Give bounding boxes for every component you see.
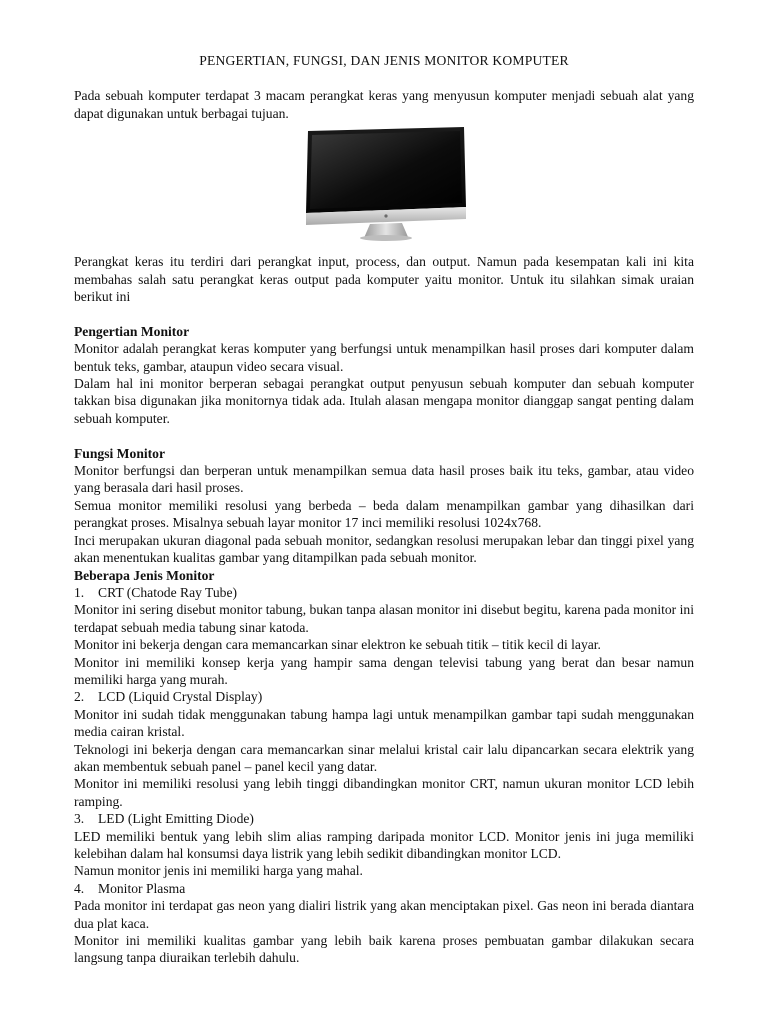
- plasma-paragraph-1: Pada monitor ini terdapat gas neon yang dialiri listrik yang akan menciptakan pixel. Gas neon ini berada diantara dua plat kaca.: [74, 898, 694, 931]
- monitor-illustration-icon: [298, 127, 470, 243]
- list-title: Monitor Plasma: [98, 880, 186, 896]
- pengertian-paragraph-2: Dalam hal ini monitor berperan sebagai perangkat output penyusun sebuah komputer dan sebuah komputer takkan bisa digunakan jika monitornya tidak ada. Itulah alasan mengapa monitor dianggap sangat penting dalam sebuah komputer.: [74, 376, 694, 426]
- list-item-plasma: [74, 880, 694, 897]
- list-item-led: [74, 810, 694, 827]
- monitor-image: [74, 127, 694, 243]
- spacer: [74, 305, 694, 322]
- heading-fungsi: Fungsi Monitor: [74, 445, 166, 461]
- list-title: LED (Light Emitting Diode): [98, 811, 254, 827]
- list-number: 1.: [74, 584, 85, 600]
- hardware-paragraph: Perangkat keras itu terdiri dari perangkat input, process, dan output. Namun pada kesempatan kali ini kita membahas salah satu perangkat keras output pada komputer yaitu monitor. Untuk itu silahkan simak uraian berikut ini: [74, 254, 694, 305]
- heading-pengertian: Pengertian Monitor: [74, 323, 190, 339]
- lcd-paragraph-2: Teknologi ini bekerja dengan cara memancarkan sinar melalui kristal cair lalu dipancarkan secara elektrik yang akan membentuk sebuah panel – panel kecil yang datar.: [74, 741, 694, 774]
- pengertian-paragraph-1: Monitor adalah perangkat keras komputer yang berfungsi untuk menampilkan hasil proses dari komputer dalam bentuk teks, gambar, ataupun video secara visual.: [74, 341, 694, 374]
- list-item-lcd: [74, 688, 694, 705]
- crt-paragraph-1: Monitor ini sering disebut monitor tabung, bukan tanpa alasan monitor ini disebut begitu, karena pada monitor ini terdapat sebuah media tabung sinar katoda.: [74, 602, 694, 635]
- list-title: LCD (Liquid Crystal Display): [98, 689, 263, 705]
- crt-paragraph-3: Monitor ini memiliki konsep kerja yang hampir sama dengan televisi tabung yang berat dan besar namun memiliki harga yang murah.: [74, 654, 694, 687]
- spacer: [74, 427, 694, 444]
- document-body: [74, 52, 694, 967]
- fungsi-paragraph-1: Monitor berfungsi dan berperan untuk menampilkan semua data hasil proses baik itu teks, gambar, atau video yang berasala dari hasil proses.: [74, 463, 694, 496]
- lcd-paragraph-3: Monitor ini memiliki resolusi yang lebih tinggi dibandingkan monitor CRT, namun ukuran monitor LCD lebih ramping.: [74, 776, 694, 809]
- crt-paragraph-2: Monitor ini bekerja dengan cara memancarkan sinar elektron ke sebuah titik – titik kecil di layar.: [74, 637, 601, 653]
- list-item-crt: [74, 584, 694, 601]
- list-number: 2.: [74, 689, 85, 705]
- led-paragraph-1: LED memiliki bentuk yang lebih slim alias ramping daripada monitor LCD. Monitor jenis ini juga memiliki kelebihan dalam hal konsumsi daya listrik yang lebih sedikit dibandingkan monitor LCD.: [74, 828, 694, 861]
- led-paragraph-2: Namun monitor jenis ini memiliki harga yang mahal.: [74, 863, 363, 879]
- document-title: PENGERTIAN, FUNGSI, DAN JENIS MONITOR KOMPUTER: [199, 53, 569, 68]
- list-title: CRT (Chatode Ray Tube): [98, 584, 238, 600]
- list-number: 3.: [74, 811, 85, 827]
- intro-paragraph: Pada sebuah komputer terdapat 3 macam perangkat keras yang menyusun komputer menjadi sebuah alat yang dapat digunakan untuk berbagai tujuan.: [74, 88, 694, 121]
- heading-jenis: Beberapa Jenis Monitor: [74, 567, 215, 583]
- fungsi-paragraph-2: Semua monitor memiliki resolusi yang berbeda – beda dalam menampilkan gambar yang dihasilkan dari perangkat proses. Misalnya sebuah layar monitor 17 inci memiliki resolusi 1024x768.: [74, 497, 694, 531]
- lcd-paragraph-1: Monitor ini sudah tidak menggunakan tabung hampa lagi untuk menampilkan gambar tapi sudah menggunakan media cairan kristal.: [74, 706, 694, 740]
- plasma-paragraph-2: Monitor ini memiliki kualitas gambar yang lebih baik karena proses pembuatan gambar dilakukan secara langsung tanpa diuraikan terlebih dahulu.: [74, 933, 694, 966]
- fungsi-paragraph-3: Inci merupakan ukuran diagonal pada sebuah monitor, sedangkan resolusi merupakan lebar dan tinggi pixel yang akan menentukan kualitas gambar yang ditampilkan pada sebuah monitor.: [74, 532, 694, 566]
- list-number: 4.: [74, 880, 85, 896]
